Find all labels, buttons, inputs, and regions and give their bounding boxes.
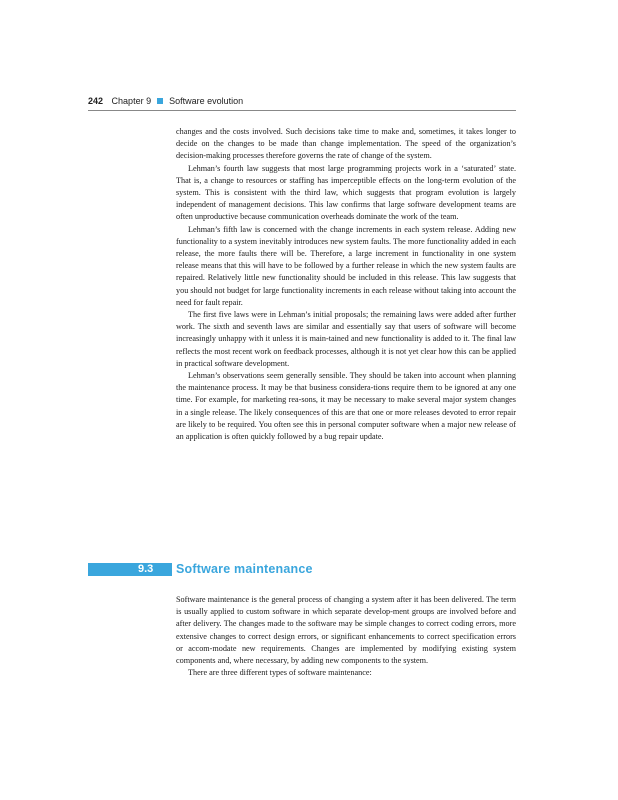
- chapter-title: Software evolution: [169, 96, 244, 106]
- section-body-text: [176, 594, 516, 679]
- section-number-bar: [88, 563, 172, 576]
- running-header: [88, 96, 516, 106]
- paragraph: Lehman’s fifth law is concerned with the change increments in each system release. Adding new functionality to a system inevitably introduces new system faults. The more functionality added in each release, the more faults there will be. Therefore, a large increment in functionality in one system release means that this will have to be followed by a further release in which the new system faults are repaired. Relatively little new functionality should be included in this release. This law suggests that you should not budget for large functionality increments in each release without taking into account the need for fault repair.: [176, 224, 516, 307]
- section-heading: Software maintenance: [176, 562, 313, 576]
- page-number: 242: [88, 96, 104, 106]
- paragraph: The first five laws were in Lehman’s initial proposals; the remaining laws were added after further work. The sixth and seventh laws are similar and essentially say that users of software will become increasingly unhappy with it unless it is main-tained and new functionality is added to it. The final law reflects the most recent work on feedback processes, although it is not yet clear how this can be applied in practical software development.: [176, 310, 516, 368]
- body-text: [176, 126, 516, 443]
- paragraph: Lehman’s fourth law suggests that most large programming projects work in a ‘saturated’ state. That is, a change to resources or staffing has imperceptible effects on the long-term evolution of the system. This is consistent with the third law, which suggests that program evolution is largely independent of management decisions. This law confirms that large software development teams are often unproductive because communication overheads dominate the work of the team.: [176, 163, 516, 222]
- header-square-marker: [157, 98, 163, 104]
- chapter-label: Chapter 9: [111, 96, 152, 106]
- paragraph: There are three different types of software maintenance:: [188, 668, 372, 678]
- section-number: 9.3: [138, 563, 154, 575]
- paragraph: Lehman’s observations seem generally sensible. They should be taken into account when planning the maintenance process. It may be that business considera-tions require them to be ignored at any one time. For example, for marketing rea-sons, it may be necessary to make several major system changes in a single release. The likely consequences of this are that one or more releases devoted to error repair are likely to be required. You often see this in personal computer software when a major new release of an application is often quickly followed by a bug repair update.: [176, 371, 516, 442]
- paragraph: Software maintenance is the general process of changing a system after it has been delivered. The term is usually applied to custom software in which separate develop-ment groups are involved before and after delivery. The changes made to the software may be simple changes to correct coding errors, more extensive changes to correct design errors, or significant enhancements to correct specification errors or accom-modate new requirements. Changes are implemented by modifying existing system components and, where necessary, by adding new components to the system.: [176, 595, 516, 666]
- header-rule: [88, 110, 516, 111]
- paragraph: changes and the costs involved. Such decisions take time to make and, sometimes, it takes longer to decide on the changes to be made than change implementation. The speed of the organization’s decision-making processes therefore governs the rate of change of the system.: [176, 127, 516, 161]
